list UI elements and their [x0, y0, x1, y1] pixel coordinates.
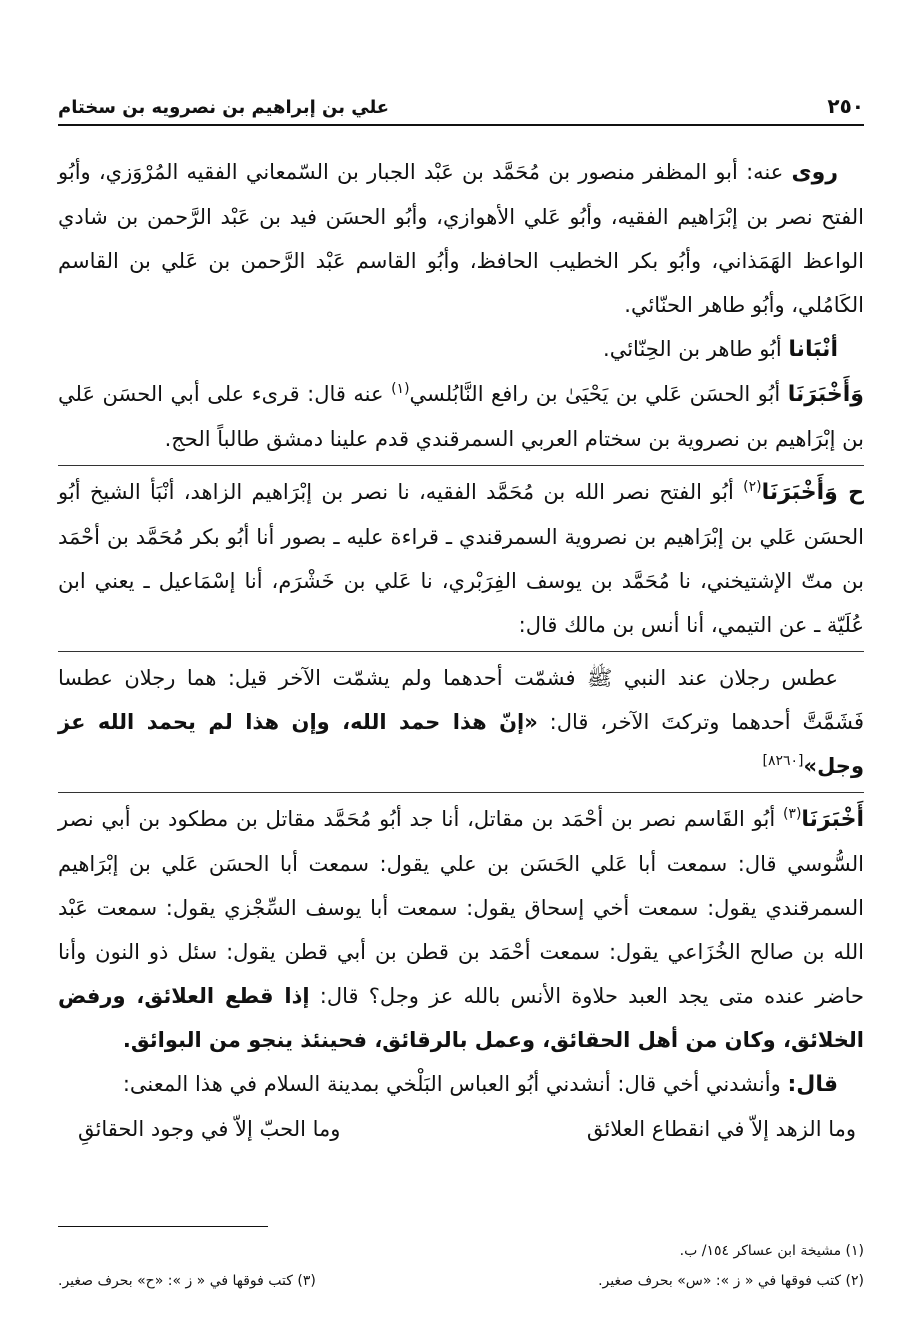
- hadith-reference: [٨٢٦٠]: [762, 753, 804, 769]
- footnotes: [58, 1236, 864, 1296]
- paragraph-text: أبُو طاهر بن الحِنّائي.: [603, 337, 789, 361]
- page-number: ٢٥٠: [827, 94, 864, 118]
- keyword-anbana: أنْبَانا: [788, 337, 838, 362]
- paragraph-text: عنه قال: قرىء على أبي الحسَن عَلي بن إبْرَاهيم بن نصروية بن سختام العربي السمرقندي قدم علينا دمشق طالباً الحج.: [58, 382, 864, 451]
- keyword-akhbarana: وَأَخْبَرَنَا: [787, 382, 864, 407]
- section-divider: [58, 465, 864, 466]
- footnote-2: (٢) كتب فوقها في « ز »: «س» بحرف صغير.: [598, 1273, 864, 1289]
- footnote-marker-2[interactable]: (٢): [743, 479, 762, 495]
- paragraph-text: وأنشدني أخي قال: أنشدني أبُو العباس البَلْخي بمدينة السلام في هذا المعنى:: [122, 1072, 788, 1096]
- paragraph-narrators: [58, 150, 864, 327]
- verse-first-hemistich: وما الزهد إلاّ في انقطاع العلائق: [586, 1117, 856, 1141]
- footnote-marker-3[interactable]: (٣): [782, 806, 802, 822]
- saying-text: إذا قطع العلائق، ورفض الخلائق، وكان من أهل الحقائق، وعمل بالرقائق، فحينئذ ينجو من البوائق.: [58, 984, 864, 1052]
- section-divider: [58, 792, 864, 793]
- poem-verse: [58, 1107, 864, 1151]
- keyword-akhbarana: ح وَأَخْبَرَنَا: [761, 480, 864, 505]
- page-header: [58, 86, 864, 126]
- hadith-text: عطس رجلان عند النبي ﷺ فشمّت أحدهما ولم يشمّت الآخر قيل: هما رجلان عطسا فَشَمَّتَّ أحدهما وتركتَ الآخر، قال:: [58, 666, 864, 734]
- footnote-1: (١) مشيخة ابن عساكر ١٥٤/ ب.: [679, 1243, 864, 1259]
- paragraph-akhbarana-1: [58, 372, 864, 461]
- paragraph-hadith: [58, 656, 864, 788]
- paragraph-text: أبُو الفتح نصر الله بن مُحَمَّد الفقيه، نا نصر بن إبْرَاهيم الزاهد، أنْبَأ الشيخ أبُو الحسَن عَلي بن إبْرَاهيم بن نصروية السمرقندي ـ قراءة عليه ـ بصور أنا أبُو بكر مُحَمَّد بن أحْمَد بن متّ الإشتيخني، نا مُحَمَّد بن يوسف الفِرَبْري، نا عَلي بن خَشْرَم، أنا إسْمَاعيل ـ يعني ابن عُلَيّة ـ عن التيمي، أنا أنس بن مالك قال:: [58, 480, 864, 637]
- paragraph-akhbarana-2: [58, 470, 864, 647]
- running-title: علي بن إبراهيم بن نصرويه بن سختام: [58, 97, 390, 118]
- paragraph-poem-intro: [58, 1062, 864, 1107]
- section-divider: [58, 651, 864, 652]
- keyword-rawa: روى: [791, 160, 838, 185]
- footnote-rule: [58, 1226, 268, 1227]
- main-text: [58, 150, 864, 1151]
- keyword-qala: قال:: [787, 1072, 838, 1097]
- paragraph-text: عنه: أبو المظفر منصور بن مُحَمَّد بن عَبْد الجبار بن السّمعاني الفقيه المُرْوَزي، وأبُو الفتح نصر بن إبْرَاهيم الفقيه، وأبُو عَلي الأهوازي، وأبُو الحسَن فيد بن عَبْد الرَّحمن بن شادي الواعظ الهَمَذاني، وأبُو بكر الخطيب الحافظ، وأبُو القاسم عَبْد الرَّحمن بن عَلي بن القاسم الكَامُلي، وأبُو طاهر الحنّائي.: [58, 160, 864, 317]
- footnote-marker-1[interactable]: (١): [391, 381, 410, 397]
- footnote-3: (٣) كتب فوقها في « ز »: «ح» بحرف صغير.: [58, 1273, 316, 1289]
- keyword-akhbarana: أَخْبَرَنَا: [801, 807, 864, 832]
- paragraph-text: أبُو القَاسم نصر بن أحْمَد بن مقاتل، أنا جد أبُو مُحَمَّد مقاتل بن مطكود بن أبي نصر السُّوسي قال: سمعت أبا عَلي الحَسَن بن علي يقول: سمعت أبا الحسَن عَلي بن إبْرَاهيم السمرقندي يقول: سمعت أخي إسحاق يقول: سمعت أبا يوسف السِّجْزي يقول: سمعت عَبْد الله بن صالح الخُزَاعي يقول: سمعت أحْمَد بن قطن بن أبي قطن يقول: سئل ذو النون وأنا حاضر عنده متى يجد العبد حلاوة الأنس بالله عز وجل؟ قال:: [58, 807, 864, 1008]
- paragraph-akhbarana-3: [58, 797, 864, 1062]
- verse-second-hemistich: وما الحبّ إلاّ في وجود الحقائقِ: [78, 1117, 341, 1141]
- paragraph-anbana: [58, 327, 864, 372]
- footnote-row: [58, 1266, 864, 1296]
- hadith-quote: «إنّ هذا حمد الله، وإن هذا لم يحمد الله عز وجل»: [58, 710, 864, 778]
- paragraph-text: أبُو الحسَن عَلي بن يَحْيَىٰ بن رافع النَّابُلسي: [409, 382, 788, 406]
